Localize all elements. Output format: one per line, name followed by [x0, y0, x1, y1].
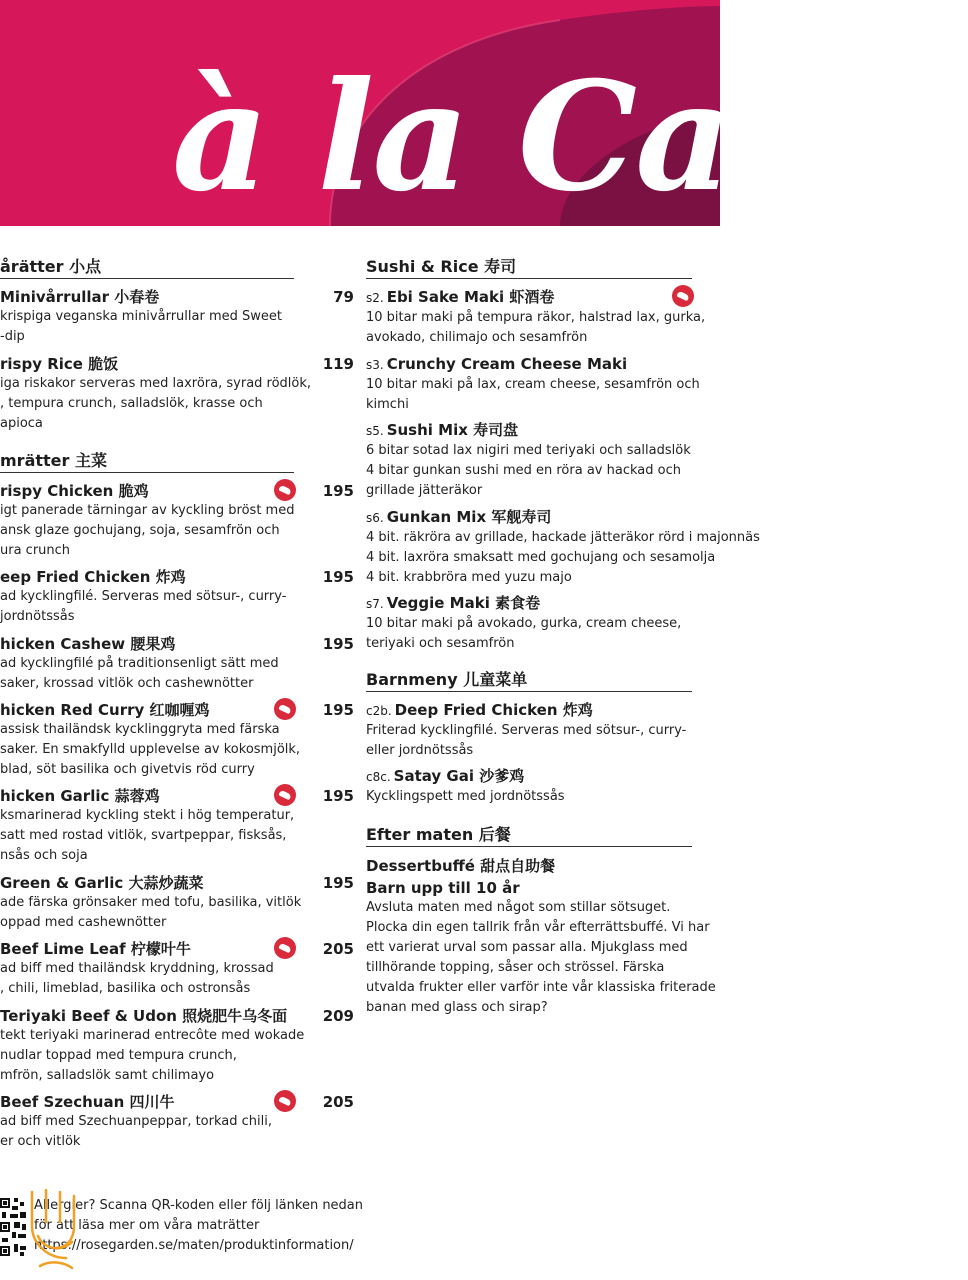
- menu-item-name: Sushi Mix 寿司盘: [386, 421, 519, 439]
- menu-item-desc: nsås och soja: [0, 848, 88, 863]
- dessert-desc: Avsluta maten med något som stillar sötsuget.: [366, 900, 671, 915]
- section-divider: [366, 846, 692, 847]
- menu-item-name: hicken Cashew 腰果鸡: [0, 635, 176, 653]
- menu-item-desc: igt panerade tärningar av kyckling bröst med: [0, 503, 295, 518]
- menu-item-price: 205: [322, 1093, 354, 1111]
- menu-item[interactable]: [0, 700, 300, 780]
- menu-item-desc: kimchi: [366, 397, 409, 412]
- menu-item-desc: 6 bitar sotad lax nigiri med teriyaki och salladslök: [366, 443, 691, 458]
- section-title-small-dishes: årätter 小点: [0, 257, 102, 276]
- menu-item-desc: 4 bitar gunkan sushi med en röra av hackad och: [366, 463, 681, 478]
- chili-icon: [274, 1090, 296, 1112]
- menu-item-price: 195: [322, 874, 354, 892]
- menu-item-name: Teriyaki Beef & Udon 照烧肥牛乌冬面: [0, 1007, 288, 1025]
- chili-icon: [274, 698, 296, 720]
- menu-item-desc: tekt teriyaki marinerad entrecôte med wokade: [0, 1028, 305, 1043]
- section-divider: [0, 472, 294, 473]
- section-title-kids-menu: Barnmeny 儿童菜单: [366, 670, 528, 689]
- section-divider: [0, 278, 294, 279]
- dessert-name: Dessertbuffé 甜点自助餐: [366, 857, 556, 875]
- menu-item-price: 195: [322, 568, 354, 586]
- dessert-kids-note: Barn upp till 10 år: [366, 879, 520, 897]
- menu-item-desc: nudlar toppad med tempura crunch,: [0, 1048, 237, 1063]
- dessert-desc: banan med glass och sirap?: [366, 1000, 548, 1015]
- section-divider: [366, 691, 692, 692]
- menu-item-price: 195: [322, 635, 354, 653]
- menu-item-price: 209: [322, 1007, 354, 1025]
- menu-item-price: 119: [322, 355, 354, 373]
- menu-item[interactable]: [366, 507, 760, 588]
- dessert-desc: tillhörande topping, såser och strössel. Färska: [366, 960, 665, 975]
- menu-item-desc: ad biff med thailändsk kryddning, krossad: [0, 961, 274, 976]
- menu-item-desc: er och vitlök: [0, 1134, 81, 1149]
- menu-item-code: c8c.: [366, 770, 391, 784]
- menu-item-name: Green & Garlic 大蒜炒蔬菜: [0, 874, 204, 892]
- menu-item-desc: Kycklingspett med jordnötssås: [366, 789, 565, 804]
- menu-item-desc: , tempura crunch, salladslök, krasse och: [0, 396, 263, 411]
- section-title-sushi: Sushi & Rice 寿司: [366, 257, 517, 276]
- menu-item-desc: ansk glaze gochujang, soja, sesamfrön och: [0, 523, 280, 538]
- menu-item[interactable]: [366, 287, 705, 348]
- menu-item[interactable]: [0, 481, 294, 561]
- menu-item-desc: mfrön, salladslök samt chilimayo: [0, 1068, 215, 1083]
- menu-item-desc: iga riskakor serveras med laxröra, syrad rödlök,: [0, 376, 312, 391]
- menu-item-desc: assisk thailändsk kycklinggryta med färska: [0, 722, 280, 737]
- menu-item-desc: krispiga veganska minivårrullar med Sweet: [0, 309, 282, 324]
- menu-item-price: 205: [322, 940, 354, 958]
- menu-item-code: c2b.: [366, 704, 392, 718]
- menu-item-desc: 4 bit. laxröra smaksatt med gochujang och sesamolja: [366, 550, 716, 565]
- menu-item-desc: ksmarinerad kyckling stekt i hög temperatur,: [0, 808, 295, 823]
- menu-item-desc: 10 bitar maki på lax, cream cheese, sesamfrön och: [366, 377, 700, 392]
- hero-banner: [0, 0, 968, 226]
- menu-item-desc: avokado, chilimajo och sesamfrön: [366, 330, 588, 345]
- menu-item-desc: apioca: [0, 416, 43, 431]
- menu-item-desc: 4 bit. räkröra av grillade, hackade jätteräkor rörd i majonnäs: [366, 530, 760, 545]
- menu-item-name: Crunchy Cream Cheese Maki: [386, 355, 628, 373]
- menu-item[interactable]: [0, 354, 311, 434]
- menu-item[interactable]: [366, 766, 565, 807]
- allergy-info-line: Allergier? Scanna QR-koden eller följ länken nedan: [34, 1198, 364, 1213]
- allergy-link[interactable]: https://rosegarden.se/maten/produktinformation/: [34, 1238, 354, 1253]
- menu-item-desc: blad, söt basilika och givetvis röd curry: [0, 762, 255, 777]
- menu-item-desc: eller jordnötssås: [366, 743, 474, 758]
- chili-icon: [274, 784, 296, 806]
- dessert-desc: ett varierat urval som passar alla. Mjukglass med: [366, 940, 688, 955]
- menu-item[interactable]: [366, 593, 681, 654]
- menu-item-desc: ura crunch: [0, 543, 71, 558]
- menu-item[interactable]: [366, 420, 691, 501]
- menu-item-name: Beef Lime Leaf 柠檬叶牛: [0, 940, 191, 958]
- menu-item-desc: , chili, limeblad, basilika och ostronsås: [0, 981, 251, 996]
- menu-item-desc: ad kycklingfilé. Serveras med sötsur-, curry-: [0, 589, 287, 604]
- menu-item-name: Minivårrullar 小春卷: [0, 288, 160, 306]
- menu-item-desc: 4 bit. krabbröra med yuzu majo: [366, 570, 572, 585]
- menu-item-name: Veggie Maki 素食卷: [386, 594, 541, 612]
- menu-item-code: s2.: [366, 291, 384, 305]
- menu-item-desc: Friterad kycklingfilé. Serveras med sötsur-, curry-: [366, 723, 687, 738]
- menu-item-code: s7.: [366, 597, 384, 611]
- menu-item-name: Ebi Sake Maki 虾酒卷: [386, 288, 555, 306]
- menu-item[interactable]: [0, 287, 282, 347]
- page-title: à la Carte: [172, 49, 968, 225]
- menu-item-name: Gunkan Mix 军舰寿司: [386, 508, 552, 526]
- section-title-dessert: Efter maten 后餐: [366, 825, 511, 844]
- menu-item-desc: jordnötssås: [0, 609, 75, 624]
- menu-item[interactable]: [0, 1092, 272, 1152]
- menu-item-desc: 10 bitar maki på tempura räkor, halstrad lax, gurka,: [366, 310, 706, 325]
- menu-item-name: Beef Szechuan 四川牛: [0, 1093, 175, 1111]
- menu-item-desc: saker. En smakfylld upplevelse av kokosmjölk,: [0, 742, 301, 757]
- restaurant-logo-icon: [22, 1186, 86, 1270]
- menu-item-desc: oppad med cashewnötter: [0, 915, 167, 930]
- menu-item-name: rispy Chicken 脆鸡: [0, 482, 149, 500]
- menu-item-desc: 10 bitar maki på avokado, gurka, cream cheese,: [366, 616, 682, 631]
- chili-icon: [672, 285, 694, 307]
- menu-item[interactable]: [0, 873, 301, 933]
- chili-icon: [274, 479, 296, 501]
- menu-item-name: rispy Rice 脆饭: [0, 355, 119, 373]
- menu-item-desc: satt med rostad vitlök, svartpeppar, fisksås,: [0, 828, 287, 843]
- menu-item[interactable]: [0, 567, 286, 627]
- menu-item-price: 195: [322, 701, 354, 719]
- menu-item-desc: -dip: [0, 329, 25, 344]
- menu-item-price: 195: [322, 787, 354, 805]
- menu-item[interactable]: [0, 1006, 304, 1086]
- menu-item-code: s3.: [366, 358, 384, 372]
- menu-item-desc: saker, krossad vitlök och cashewnötter: [0, 676, 254, 691]
- menu-item[interactable]: [0, 939, 274, 999]
- menu-item-desc: ade färska grönsaker med tofu, basilika, vitlök: [0, 895, 302, 910]
- menu-item-desc: ad kycklingfilé på traditionsenligt sätt med: [0, 656, 279, 671]
- section-divider: [366, 278, 692, 279]
- menu-item-name: hicken Garlic 蒜蓉鸡: [0, 787, 160, 805]
- menu-item-name: hicken Red Curry 红咖喱鸡: [0, 701, 210, 719]
- menu-item-name: Satay Gai 沙爹鸡: [393, 767, 525, 785]
- menu-item[interactable]: [0, 634, 279, 694]
- menu-item[interactable]: [366, 700, 686, 761]
- menu-item-code: s6.: [366, 511, 384, 525]
- menu-item[interactable]: [366, 354, 700, 415]
- menu-item-code: s5.: [366, 424, 384, 438]
- menu-item-price: 79: [333, 288, 354, 306]
- menu-item-name: Deep Fried Chicken 炸鸡: [394, 701, 593, 719]
- menu-item-price: 195: [322, 482, 354, 500]
- section-title-main-dishes: mrätter 主菜: [0, 451, 107, 470]
- chili-icon: [274, 937, 296, 959]
- allergy-info-line: för att läsa mer om våra maträtter: [34, 1218, 260, 1233]
- dessert-desc: utvalda frukter eller varför inte vår klassiska friterade: [366, 980, 716, 995]
- menu-item-desc: ad biff med Szechuanpeppar, torkad chili,: [0, 1114, 272, 1129]
- dessert-desc: Plocka din egen tallrik från vår efterrättsbuffé. Vi har: [366, 920, 710, 935]
- menu-item-desc: grillade jätteräkor: [366, 483, 483, 498]
- dessert-buffet[interactable]: [366, 856, 716, 1018]
- menu-item-name: eep Fried Chicken 炸鸡: [0, 568, 186, 586]
- menu-item[interactable]: [0, 786, 294, 866]
- menu-item-desc: teriyaki och sesamfrön: [366, 636, 515, 651]
